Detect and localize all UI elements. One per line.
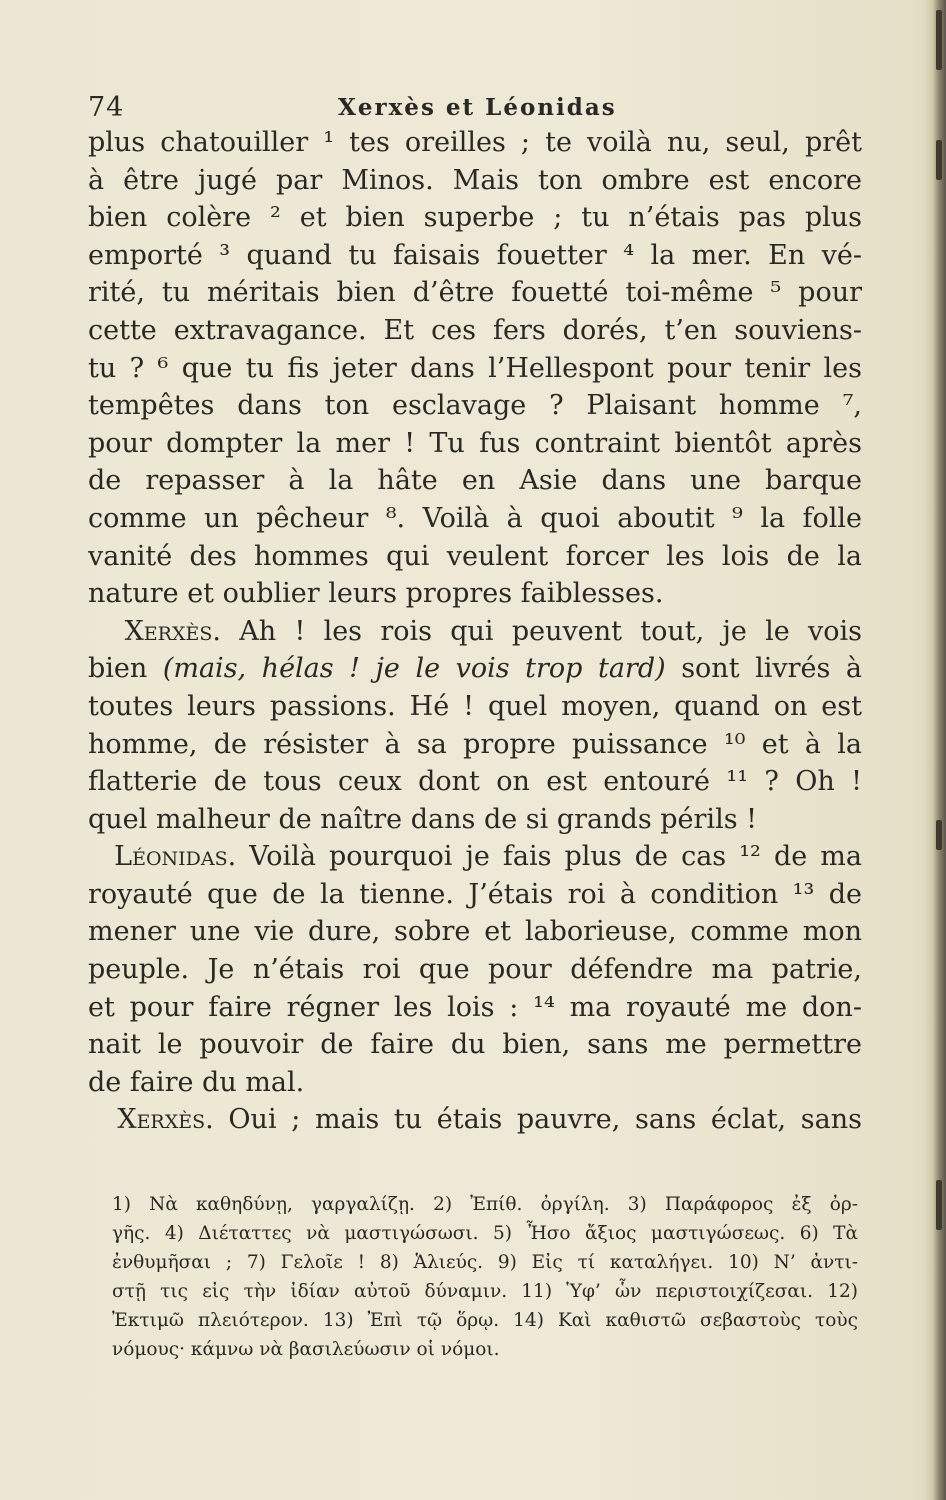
speaker-name: Xerxès. xyxy=(124,615,221,647)
italic-aside: (mais, hélas ! je le vois trop tard) xyxy=(162,653,666,685)
text-line: mener une vie dure, sobre et laborieuse, comme mon xyxy=(88,916,862,948)
footnote-line: γῆς. 4) Διέταττες νὰ μαστιγώσωσι. 5) Ἦσο ἄξιος μαστιγώσεως. 6) Τὰ xyxy=(112,1223,858,1244)
text-line: royauté que de la tienne. J’étais roi à condition ¹³ de xyxy=(88,878,862,910)
text-line: tempêtes dans ton esclavage ? Plaisant homme ⁷, xyxy=(88,390,862,422)
dialogue-text: Oui ; mais tu étais pauvre, sans éclat, sans xyxy=(213,1104,862,1136)
text-line: nature et oublier leurs propres faiblesses. xyxy=(88,578,664,610)
text-line: quel malheur de naître dans de si grands périls ! xyxy=(88,803,757,835)
page-header xyxy=(88,92,868,126)
footnote-line: 1) Νὰ καθηδύνῃ, γαργαλίζῃ. 2) Ἐπίθ. ὀργίλη. 3) Παράφορος ἐξ ὀρ- xyxy=(112,1194,858,1215)
text-line: toutes leurs passions. Hé ! quel moyen, quand on est xyxy=(88,690,862,722)
edge-mark xyxy=(936,140,942,180)
text-line: flatterie de tous ceux dont on est entouré ¹¹ ? Oh ! xyxy=(88,766,862,798)
dialogue-text: Voilà pourquoi je fais plus de cas ¹² de ma xyxy=(236,841,862,873)
text-fragment: bien xyxy=(88,653,163,685)
text-line: de faire du mal. xyxy=(88,1066,305,1098)
text-line: nait le pouvoir de faire du bien, sans me permettre xyxy=(88,1029,862,1061)
footnote-line: Ἐκτιμῶ πλειότερον. 13) Ἐπὶ τῷ ὅρῳ. 14) Καὶ καθιστῶ σεβαστοὺς τοὺς xyxy=(112,1310,858,1331)
text-line: tu ? ⁶ que tu fis jeter dans l’Hellespont pour tenir les xyxy=(88,352,862,384)
footnote-line: νόμους· κάμνω νὰ βασιλεύωσιν οἱ νόμοι. xyxy=(112,1339,500,1360)
page-number: 74 xyxy=(88,92,125,123)
text-line: comme un pêcheur ⁸. Voilà à quoi aboutit ⁹ la folle xyxy=(88,502,862,534)
edge-mark xyxy=(936,10,942,70)
footnotes xyxy=(112,1190,858,1364)
edge-mark xyxy=(936,820,942,850)
text-line: cette extravagance. Et ces fers dorés, t’en souviens- xyxy=(88,314,862,346)
text-line: plus chatouiller ¹ tes oreilles ; te voilà nu, seul, prêt xyxy=(88,127,862,158)
text-line: et pour faire régner les lois : ¹⁴ ma royauté me don- xyxy=(88,991,862,1023)
dialogue-text: Ah ! les rois qui peuvent tout, je le vois xyxy=(220,615,862,647)
main-text xyxy=(88,124,862,1139)
text-line: homme, de résister à sa propre puissance ¹⁰ et à la xyxy=(88,728,862,760)
text-line: peuple. Je n’étais roi que pour défendre ma patrie, xyxy=(88,954,862,986)
edge-mark xyxy=(936,1180,942,1230)
dialogue-line xyxy=(88,1101,862,1139)
text-line: vanité des hommes qui veulent forcer les lois de la xyxy=(88,540,862,572)
text-line: rité, tu méritais bien d’être fouetté toi-même ⁵ pour xyxy=(88,277,862,309)
dialogue-line xyxy=(88,838,862,876)
speaker-name: Xerxès. xyxy=(117,1104,214,1136)
text-line: bien colère ² et bien superbe ; tu n’étais pas plus xyxy=(88,202,862,234)
speaker-name: Léonidas. xyxy=(114,841,237,873)
text-line: pour dompter la mer ! Tu fus contraint bientôt après xyxy=(88,427,862,459)
text-line xyxy=(88,650,862,688)
footnote-line: ἐνθυμῆσαι ; 7) Γελοῖε ! 8) Ἁλιεύς. 9) Εἰς τί καταλήγει. 10) Ν’ ἀντι- xyxy=(112,1252,858,1273)
text-fragment: sont livrés à xyxy=(665,653,862,685)
footnote-line: στῇ τις εἰς τὴν ἰδίαν αὐτοῦ δύναμιν. 11) Ὑφ’ ὧν περιστοιχίζεσαι. 12) xyxy=(112,1281,858,1302)
running-title: Xerxès et Léonidas xyxy=(338,94,617,121)
dialogue-line xyxy=(88,613,862,651)
page-edge-shadow xyxy=(924,0,946,1500)
text-line: emporté ³ quand tu faisais fouetter ⁴ la mer. En vé- xyxy=(88,239,862,271)
text-line: de repasser à la hâte en Asie dans une barque xyxy=(88,465,862,497)
text-line: à être jugé par Minos. Mais ton ombre est encore xyxy=(88,164,862,196)
